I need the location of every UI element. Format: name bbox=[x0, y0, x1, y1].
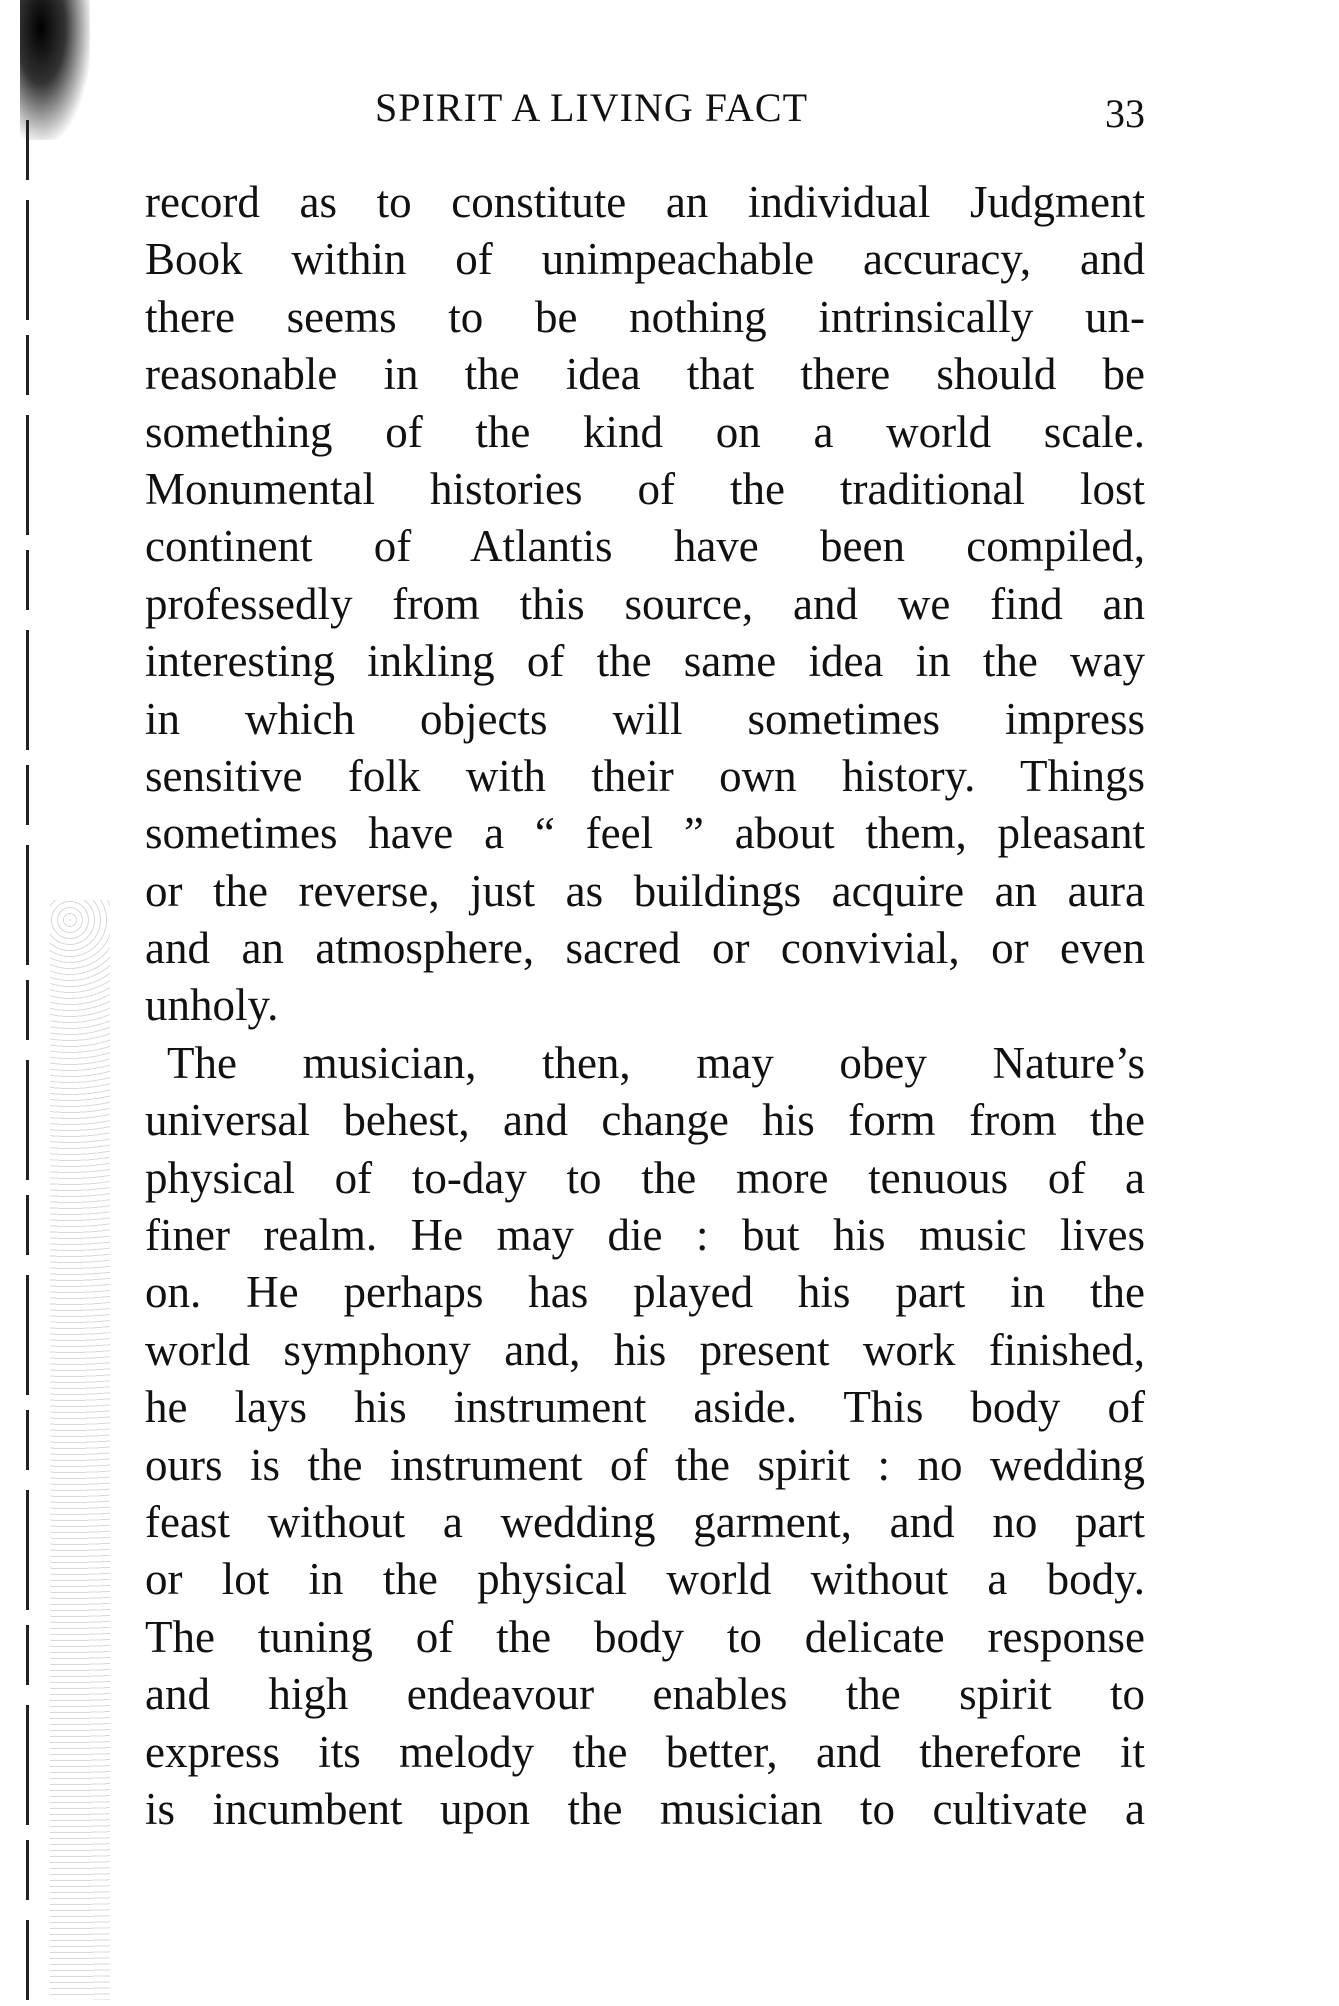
running-header bbox=[145, 84, 1145, 134]
text-line: or lot in the physical world without a body. bbox=[145, 1554, 1145, 1605]
text-line: record as to constitute an individual Judgment bbox=[145, 177, 1145, 227]
text-line: in which objects will sometimes impress bbox=[145, 693, 1145, 744]
body-text bbox=[145, 174, 1145, 1838]
text-line: Book within of unimpeachable accuracy, and bbox=[145, 234, 1145, 285]
text-line: physical of to-day to the more tenuous of a bbox=[145, 1152, 1145, 1203]
text-line: and an atmosphere, sacred or convivial, or even bbox=[145, 923, 1145, 974]
running-title: SPIRIT A LIVING FACT bbox=[375, 85, 809, 130]
page-number: 33 bbox=[1105, 91, 1145, 136]
text-line: reasonable in the idea that there should be bbox=[145, 349, 1145, 400]
text-line: there seems to be nothing intrinsically un- bbox=[145, 291, 1145, 342]
text-line: sometimes have a “ feel ” about them, pleasant bbox=[145, 808, 1145, 859]
text-line: finer realm. He may die : but his music lives bbox=[145, 1210, 1145, 1261]
text-line: is incumbent upon the musician to cultivate a bbox=[145, 1783, 1145, 1834]
text-line: interesting inkling of the same idea in the way bbox=[145, 636, 1145, 687]
text-line: world symphony and, his present work finished, bbox=[145, 1324, 1145, 1375]
text-line: The musician, then, may obey Nature’s bbox=[167, 1037, 1145, 1088]
text-line: continent of Atlantis have been compiled, bbox=[145, 521, 1145, 572]
text-line: universal behest, and change his form from the bbox=[145, 1095, 1145, 1146]
text-line: The tuning of the body to delicate response bbox=[145, 1611, 1145, 1662]
text-line: or the reverse, just as buildings acquire an aura bbox=[145, 865, 1145, 916]
text-line: on. He perhaps has played his part in the bbox=[145, 1267, 1145, 1318]
text-line: and high endeavour enables the spirit to bbox=[145, 1669, 1145, 1720]
text-line: feast without a wedding garment, and no part bbox=[145, 1496, 1145, 1547]
scan-speckle bbox=[50, 900, 110, 2000]
text-line: unholy. bbox=[145, 980, 279, 1031]
text-line: express its melody the better, and therefore it bbox=[145, 1726, 1145, 1777]
text-line: sensitive folk with their own history. Things bbox=[145, 750, 1145, 801]
text-line: he lays his instrument aside. This body of bbox=[145, 1382, 1145, 1433]
text-line: something of the kind on a world scale. bbox=[145, 406, 1145, 457]
text-line: professedly from this source, and we find an bbox=[145, 578, 1145, 629]
text-line: Monumental histories of the traditional lost bbox=[145, 463, 1145, 514]
scanned-page-edge bbox=[20, 0, 100, 2006]
binding-edge-line bbox=[26, 120, 29, 2000]
scan-shadow bbox=[20, 0, 90, 140]
text-line: ours is the instrument of the spirit : no wedding bbox=[145, 1439, 1145, 1490]
